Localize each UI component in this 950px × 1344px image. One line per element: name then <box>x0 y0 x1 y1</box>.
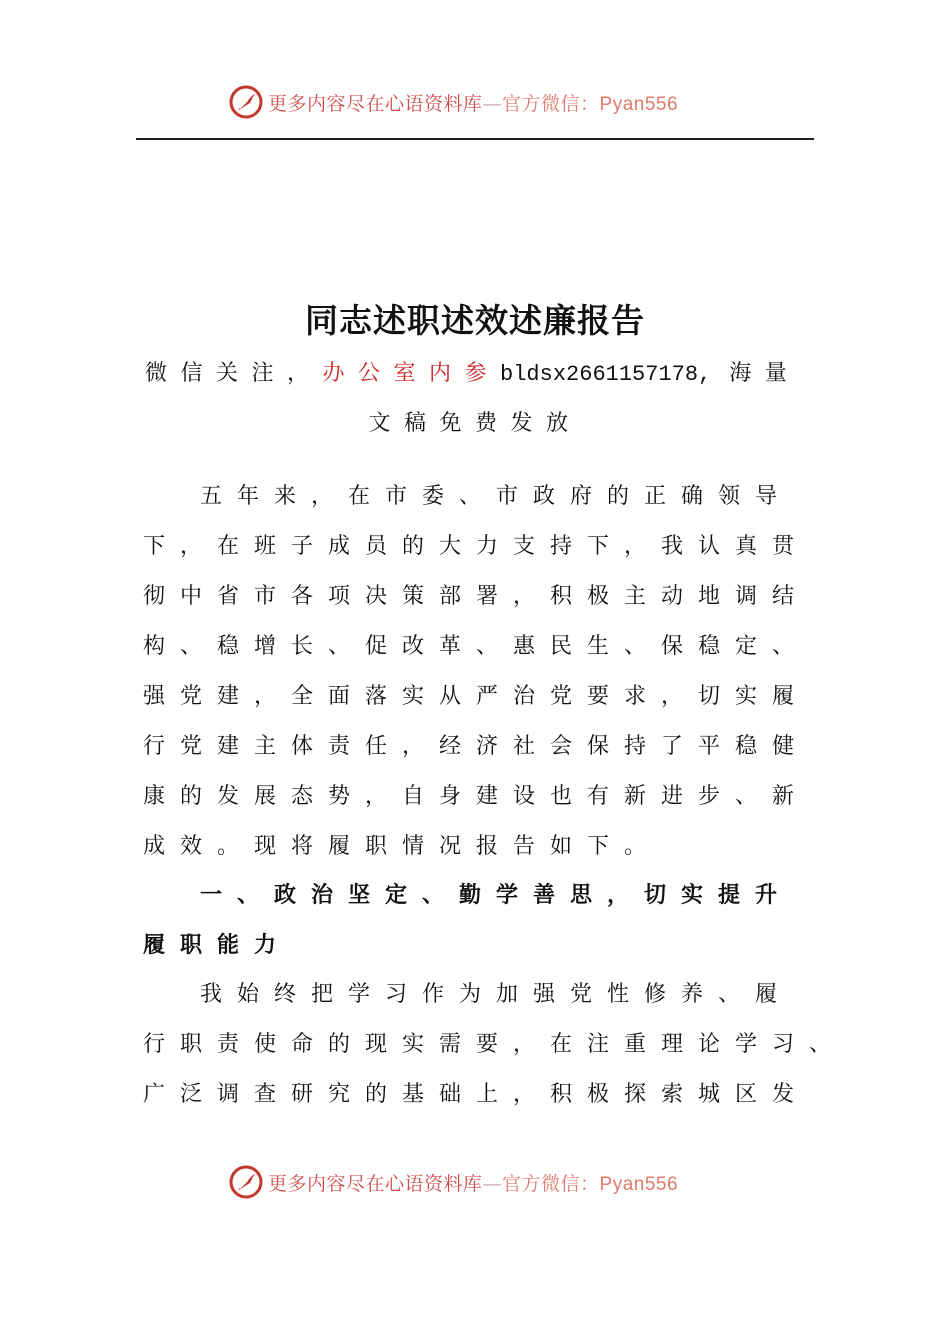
banner-text: 更多内容尽在心语资料库—官方微信：Pyan556 <box>268 92 679 115</box>
quill-logo-icon <box>228 1164 264 1200</box>
paragraph-line: 康的发展态势，自身建设也有新进步、新 <box>143 784 810 809</box>
paragraph-line: 五年来，在市委、市政府的正确领导 <box>200 484 793 509</box>
document-title: 同志述职述效述廉报告 <box>305 301 645 340</box>
paragraph-line: 行党建主体责任，经济社会保持了平稳健 <box>143 734 810 759</box>
paragraph-line: 广泛调查研究的基础上，积极探索城区发 <box>143 1082 810 1107</box>
paragraph-line: 我始终把学习作为加强党性修养、履 <box>200 982 793 1007</box>
header-watermark-banner <box>228 82 678 122</box>
paragraph-line: 强党建，全面落实从严治党要求，切实履 <box>143 684 810 709</box>
quill-logo-icon <box>228 84 264 120</box>
promo-highlight: 办公室内参 <box>322 361 501 386</box>
section-heading: 一、政治坚定、勤学善思，切实提升 <box>200 883 793 908</box>
banner-text: 更多内容尽在心语资料库—官方微信：Pyan556 <box>268 1172 679 1195</box>
header-divider <box>136 138 814 140</box>
section-heading: 履职能力 <box>143 933 292 958</box>
paragraph-line: 成效。现将履职情况报告如下。 <box>143 834 662 859</box>
paragraph-line: 构、稳增长、促改革、惠民生、保稳定、 <box>143 634 810 659</box>
paragraph-line: 行职责使命的现实需要，在注重理论学习、 <box>143 1032 847 1057</box>
paragraph-line: 下，在班子成员的大力支持下，我认真贯 <box>143 534 810 559</box>
paragraph-line: 彻中省市各项决策部署，积极主动地调结 <box>143 584 810 609</box>
promo-note-line2: 文稿免费发放 <box>368 411 582 436</box>
footer-watermark-banner <box>228 1162 678 1202</box>
promo-note: 微信关注，办公室内参bldsx2661157178, 海量 <box>145 361 801 387</box>
